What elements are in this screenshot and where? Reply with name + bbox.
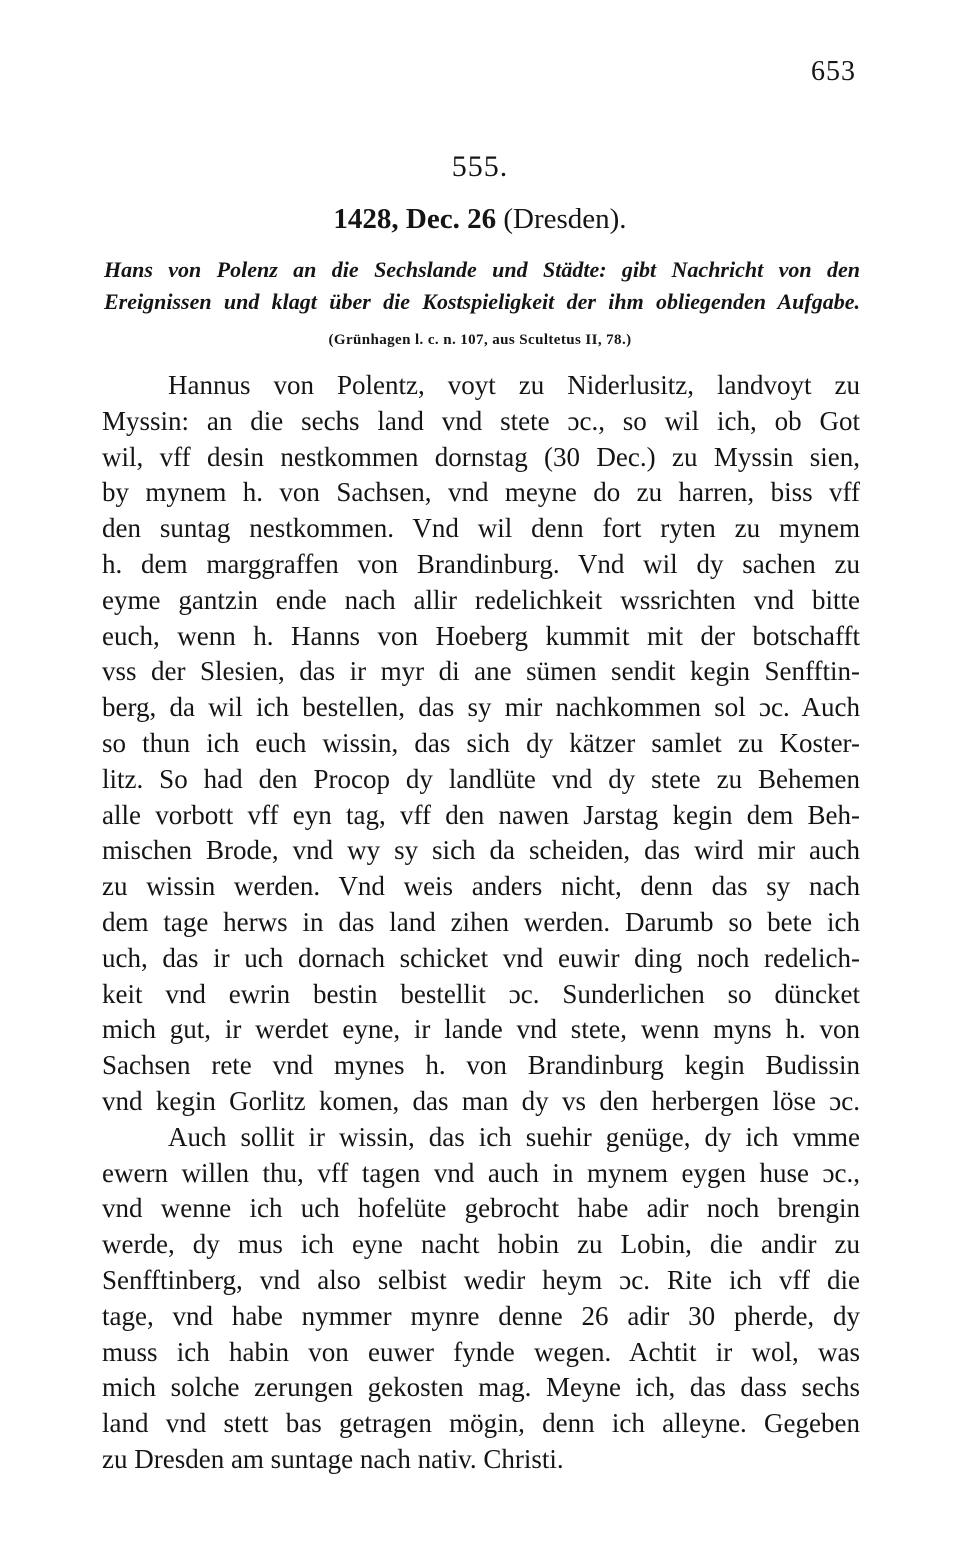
body-line: h. dem marggraffen von Brandinburg. Vnd wil dy sachen zu [102,548,860,579]
body-line: vss der Slesien, das ir myr di ane sümen sendit kegin Senfftin- [102,656,860,687]
body-line: zu wissin werden. Vnd weis anders nicht, denn das sy nach [102,871,860,902]
body-line: litz. So had den Procop dy landlüte vnd dy stete zu Behemen [102,763,860,794]
page-number: 653 [811,56,856,87]
body-line: Auch sollit ir wissin, das ich suehir genüge, dy ich vmme [168,1121,860,1152]
dateline [0,202,960,236]
body-line: Hannus von Polentz, voyt zu Niderlusitz, landvoyt zu [168,370,860,400]
body-line: zu Dresden am suntage nach nativ. Christi. [102,1443,564,1474]
body-line: euch, wenn h. Hanns von Hoeberg kummit mit der botschafft [102,620,860,651]
body-line: vnd wenne ich uch hofelüte gebrocht habe adir noch brengin [102,1193,860,1224]
document-date: 1428, Dec. 26 [333,203,497,235]
body-line: eyme gantzin ende nach allir redelichkeit wssrichten vnd bitte [102,584,860,615]
body-line: Senfftinberg, vnd also selbist wedir heym ɔc. Rite ich vff die [102,1264,860,1295]
document-number: 555. [451,150,509,183]
body-line: ewern willen thu, vff tagen vnd auch in mynem eygen huse ɔc., [102,1157,860,1188]
document-summary [104,254,860,318]
body-line: mich gut, ir werdet eyne, ir lande vnd stete, wenn myns h. von [102,1014,860,1045]
summary-line: Ereignissen und klagt über die Kostspieligkeit der ihm obliegenden Aufgabe. [104,289,860,314]
body-line: den suntag nestkommen. Vnd wil denn fort ryten zu mynem [102,513,860,544]
body-line: mischen Brode, vnd wy sy sich da scheiden, das wird mir auch [102,835,860,866]
body-line: tage, vnd habe nymmer mynre denne 26 adir 30 pherde, dy [102,1300,860,1331]
body-line: muss ich habin von euwer fynde wegen. Achtit ir wol, was [102,1336,860,1367]
body-line: so thun ich euch wissin, das sich dy kätzer samlet zu Koster- [102,727,860,758]
body-line: vnd kegin Gorlitz komen, das man dy vs den herbergen löse ɔc. [102,1085,860,1116]
body-line: mich solche zerungen gekosten mag. Meyne ich, das dass sechs [102,1372,860,1403]
source-citation: (Grünhagen l. c. n. 107, aus Scultetus II, 78.) [328,332,632,348]
body-line: by mynem h. von Sachsen, vnd meyne do zu harren, biss vff [102,477,860,508]
body-line: Sachsen rete vnd mynes h. von Brandinburg kegin Budissin [102,1050,860,1081]
body-line: wil, vff desin nestkommen dornstag (30 Dec.) zu Myssin sien, [102,441,860,472]
body-line: berg, da wil ich bestellen, das sy mir nachkommen sol ɔc. Auch [102,692,860,723]
body-line: Myssin: an die sechs land vnd stete ɔc., so wil ich, ob Got [102,405,860,436]
document-body [102,368,860,1478]
body-line: uch, das ir uch dornach schicket vnd euwir ding noch redelich- [102,942,860,973]
document-place: (Dresden). [503,203,627,235]
body-line: keit vnd ewrin bestin bestellit ɔc. Sunderlichen so düncket [102,978,860,1009]
summary-line: Hans von Polenz an die Sechslande und Städte: gibt Nachricht von den [104,257,860,282]
body-line: alle vorbott vff eyn tag, vff den nawen Jarstag kegin dem Beh- [102,799,860,830]
body-line: werde, dy mus ich eyne nacht hobin zu Lobin, die andir zu [102,1229,860,1260]
body-line: land vnd stett bas getragen mögin, denn ich alleyne. Gegeben [102,1408,860,1439]
body-line: dem tage herws in das land zihen werden. Darumb so bete ich [102,906,860,937]
